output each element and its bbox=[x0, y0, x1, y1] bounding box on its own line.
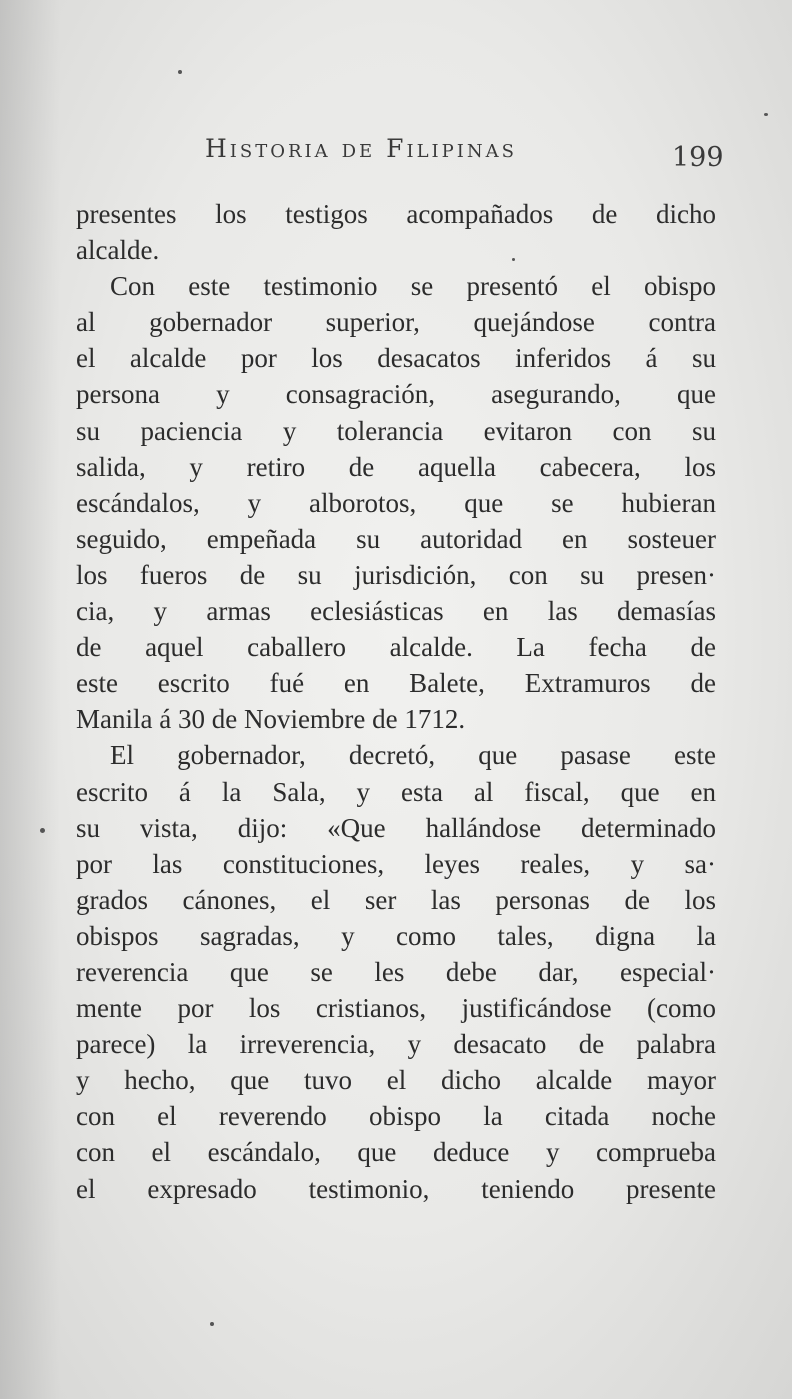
text-line: salida, y retiro de aquella cabecera, los bbox=[76, 451, 716, 482]
text-line: seguido, empeñada su autoridad en sosteuer bbox=[76, 523, 716, 554]
paper-speck bbox=[178, 70, 182, 74]
paper-speck bbox=[40, 828, 45, 833]
text-line: este escrito fué en Balete, Extramuros de bbox=[76, 668, 716, 699]
running-head-title: Historia de Filipinas bbox=[205, 134, 517, 163]
text-line: el expresado testimonio, teniendo presente bbox=[76, 1173, 716, 1204]
text-line: Manila á 30 de Noviembre de 1712. bbox=[76, 704, 466, 735]
paper-speck bbox=[764, 113, 768, 116]
text-line: presentes los testigos acompañados de dicho bbox=[76, 199, 716, 229]
text-line: de aquel caballero alcalde. La fecha de bbox=[76, 632, 716, 663]
text-line: el alcalde por los desacatos inferidos á su bbox=[76, 343, 716, 374]
text-line: El gobernador, decretó, que pasase este bbox=[110, 740, 716, 771]
text-line: por las constituciones, leyes reales, y sa· bbox=[76, 848, 716, 879]
text-line: al gobernador superior, quejándose contra bbox=[76, 307, 716, 338]
running-head bbox=[0, 128, 792, 178]
text-line: mente por los cristianos, justificándose (como bbox=[76, 993, 716, 1024]
text-line: escándalos, y alborotos, que se hubieran bbox=[76, 487, 716, 518]
text-line: persona y consagración, asegurando, que bbox=[76, 379, 716, 410]
paper-speck bbox=[210, 1322, 214, 1326]
text-line: su vista, dijo: «Que hallándose determinado bbox=[76, 812, 716, 843]
text-line: cia, y armas eclesiásticas en las demasías bbox=[76, 596, 716, 627]
text-line: Con este testimonio se presentó el obispo bbox=[110, 271, 716, 302]
text-line: parece) la irreverencia, y desacato de palabra bbox=[76, 1029, 716, 1060]
text-line: con el escándalo, que deduce y comprueba bbox=[76, 1137, 716, 1168]
text-line: alcalde. bbox=[76, 235, 160, 266]
body-text bbox=[76, 196, 716, 1207]
text-line: con el reverendo obispo la citada noche bbox=[76, 1101, 716, 1132]
text-line: grados cánones, el ser las personas de los bbox=[76, 884, 716, 915]
text-line: y hecho, que tuvo el dicho alcalde mayor bbox=[76, 1065, 716, 1096]
page-number: 199 bbox=[672, 142, 724, 173]
page-edge-shadow bbox=[0, 0, 60, 1399]
text-line: reverencia que se les debe dar, especial· bbox=[76, 956, 716, 987]
text-line: escrito á la Sala, y esta al fiscal, que en bbox=[76, 776, 716, 807]
text-line: obispos sagradas, y como tales, digna la bbox=[76, 920, 716, 951]
text-line: los fueros de su jurisdición, con su presen· bbox=[76, 559, 716, 590]
text-line: su paciencia y tolerancia evitaron con su bbox=[76, 415, 716, 446]
paper-speck bbox=[512, 258, 515, 261]
